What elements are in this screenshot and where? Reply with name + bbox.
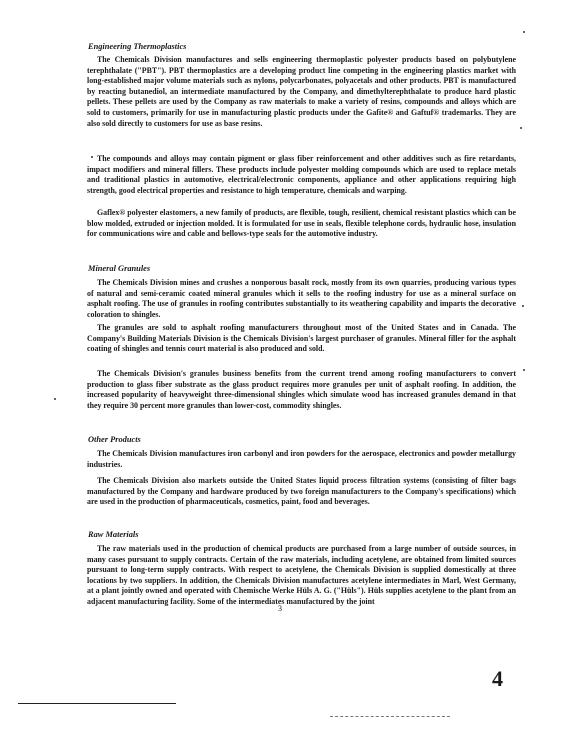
scan-rule-line	[18, 703, 176, 704]
section-heading-engineering-thermoplastics: Engineering Thermoplastics	[88, 42, 187, 51]
section-heading-mineral-granules: Mineral Granules	[88, 264, 151, 273]
paragraph: The Chemicals Division also markets outside the United States liquid process filtration systems (consisting of filter bags manufactured by the Company and hardware produced by two foreign manufacturers to the Company's specifications) which are used in the production of pharmaceuticals, cosmetics, paint, food and beverages.	[87, 476, 516, 507]
paragraph: The Chemicals Division mines and crushes a nonporous basalt rock, mostly from its own quarries, producing various types of natural and semi-ceramic coated mineral granules which it sells to the roofing industry for use as a mineral surface on asphalt roofing. The use of granules in roofing contributes substantially to its weathering capability and imparts the decorative coloration to shingles.	[87, 278, 516, 319]
scan-speck	[522, 305, 524, 307]
exhibit-number: 4	[492, 666, 503, 691]
section-heading-raw-materials: Raw Materials	[88, 530, 139, 539]
scan-speck	[91, 156, 93, 158]
paragraph: The granules are sold to asphalt roofing manufacturers throughout most of the United States and in Canada. The Company's Building Materials Division is the Chemicals Division's largest purchaser of granules. Mineral filler for the asphalt coating of shingles and tennis court material is also produced and sold.	[87, 323, 516, 354]
paragraph: The Chemicals Division manufactures and sells engineering thermoplastic polyester products based on polybutylene terephthalate ("PBT"). PBT thermoplastics are a developing product line competing in the engineering plastics market with long-established major volume materials such as nylons, polycarbonates, polyacetals and other products. PBT is manufactured by reacting butanediol, an intermediate manufactured by the Company, and dimethylterephthalate to produce hard plastic pellets. These pellets are used by the Company as raw materials to make a variety of resins, compounds and alloys which are sold to customers, primarily for use in manufacturing plastic products under the Gafite® and Gaftuf® trademarks. They are also sold directly to customers for use as base resins.	[87, 55, 516, 128]
paragraph: The Chemicals Division manufactures iron carbonyl and iron powders for the aerospace, electronics and powder metallurgy industries.	[87, 449, 516, 469]
scan-speck	[523, 31, 525, 33]
section-heading-other-products: Other Products	[88, 435, 141, 444]
scan-rule-line	[330, 716, 450, 717]
page-number: 3	[278, 604, 282, 613]
scan-speck	[520, 127, 522, 129]
paragraph: The compounds and alloys may contain pigment or glass fiber reinforcement and other additives such as fire retardants, impact modifiers and mineral fillers. These products include polyester molding compounds which are used to replace metals and traditional plastics in automotive, electrical/electronic components, appliance and other applications requiring high strength, good electrical properties and resistance to high temperature, chemicals and warping.	[87, 154, 516, 195]
scan-speck	[523, 369, 525, 371]
paragraph: The raw materials used in the production of chemical products are purchased from a large number of outside sources, in many cases pursuant to supply contracts. Certain of the raw materials, including acetylene, are obtained from limited sources pursuant to long-term supply contracts. With respect to acetylene, the Chemicals Division is supplied domestically at three locations by two suppliers. In addition, the Chemicals Division manufactures acetylene intermediates in Marl, West Germany, at a plant jointly owned and operated with Chemische Werke Hüls A. G. ("Hüls"). Hüls supplies acetylene to the plant from an adjacent manufacturing facility. Some of the intermediates manufactured by the joint	[87, 544, 516, 606]
paragraph: Gaflex® polyester elastomers, a new family of products, are flexible, tough, resilient, chemical resistant plastics which can be blow molded, extruded or injection molded. It is formulated for use in seals, flexible telephone cords, hydraulic hose, insulation for communications wire and cable and bellows-type seals for the automotive industry.	[87, 208, 516, 239]
paragraph: The Chemicals Division's granules business benefits from the current trend among roofing manufacturers to convert production to glass fiber substrate as the glass product requires more granules per unit of asphalt roofing. In addition, the increased popularity of heavyweight three-dimensional shingles which simulate wood has increased granules demand in that they require 30 percent more granules than lower-cost, commodity shingles.	[87, 369, 516, 410]
scan-speck	[54, 398, 56, 400]
